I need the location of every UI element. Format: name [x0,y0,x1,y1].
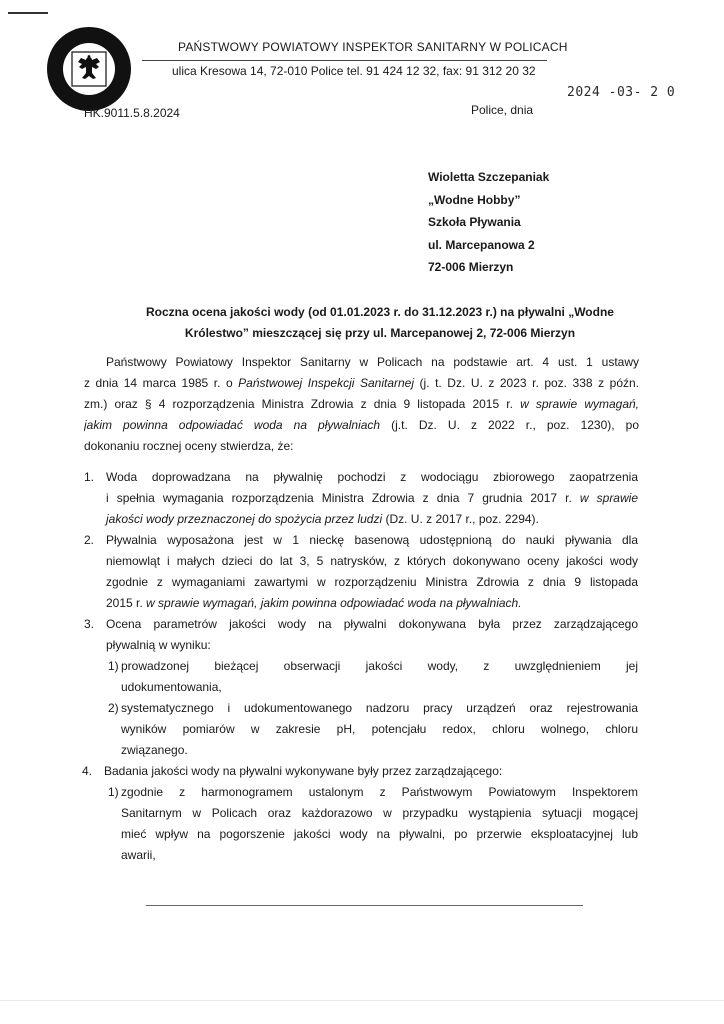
place-date: Police, dnia [471,103,534,117]
intro-line: zm.) oraz § 4 rozporządzenia Ministra Zdrowia z dnia 9 listopada 2015 r. w sprawie wymagań, [84,397,639,411]
item-line: związanego. [121,743,188,757]
recipient-line: ul. Marcepanowa 2 [428,237,535,252]
subject-line: Roczna ocena jakości wody (od 01.01.2023 r. do 31.12.2023 r.) na pływalni „Wodne [146,305,614,319]
item-line: i spełnia wymagania rozporządzenia Ministra Zdrowia z dnia 7 grudnia 2017 r. w sprawie [106,491,638,505]
item-line: jakości wody przeznaczonej do spożycia przez ludzi (Dz. U. z 2017 r., poz. 2294). [106,512,539,526]
eagle-emblem-icon [46,26,132,112]
sub-item-3-2 [108,698,638,761]
recipient-line: 72-006 Mierzyn [428,260,514,274]
footer-divider [146,905,583,906]
item-line: udokumentowania, [121,680,222,694]
list-item-1 [84,467,638,530]
item-line: mieć wpływ na pogorszenie jakości wody na pływalni, po przerwie eksploatacyjnej lub [121,827,638,841]
item-line: Pływalnia wyposażona jest w 1 nieckę basenową udostępnioną do nauki pływania dla [106,533,638,547]
item-line: Ocena parametrów jakości wody na pływalni dokonywana była przez zarządzającego [106,617,638,631]
sub-item-4-1 [108,782,638,866]
item-line: Woda doprowadzana na pływalnię pochodzi z wodociągu zbiorowego zaopatrzenia [106,470,638,484]
item-number: 4. [82,764,93,778]
scan-mark [8,12,48,14]
item-line: pływalnią w wyniku: [106,638,211,652]
org-address: ulica Kresowa 14, 72-010 Police tel. 91 424 12 32, fax: 91 312 20 32 [172,64,536,78]
item-line: zgodnie z wymaganiami zawartymi w rozporządzeniu Ministra Zdrowia z dnia 9 listopada [106,575,638,589]
list-item-3 [84,614,638,656]
recipient-line: Szkoła Pływania [428,215,521,229]
list-item-2 [84,530,638,614]
item-number: 3. [84,617,95,631]
stamp-date: 2024 -03- 2 0 [567,85,676,100]
item-line: wyników pomiarów w zakresie pH, potencjału redox, chloru wolnego, chloru [121,722,638,736]
sub-item-number: 1) [108,785,119,799]
item-line: prowadzonej bieżącej obserwacji jakości wody, z uwzględnieniem jej [121,659,638,673]
item-line: niemowląt i małych dzieci do lat 3, 5 natrysków, z których dokonywano oceny jakości wody [106,554,638,568]
org-name: PAŃSTWOWY POWIATOWY INSPEKTOR SANITARNY W POLICACH [178,40,568,54]
sub-item-3-1 [108,656,638,698]
item-line: Sanitarnym w Policach oraz każdorazowo w przypadku wystąpienia sytuacji mogącej [121,806,638,820]
reference-number: HK.9011.5.8.2024 [84,106,180,120]
recipient-line: Wioletta Szczepaniak [428,170,550,184]
intro-line: dokonaniu rocznej oceny stwierdza, że: [84,439,294,453]
recipient-block [428,166,549,279]
intro-line: z dnia 14 marca 1985 r. o Państwowej Inspekcji Sanitarnej (j. t. Dz. U. z 2023 r. poz. 338 z późn. [84,376,639,390]
sub-item-number: 2) [108,701,119,715]
sub-item-number: 1) [108,659,119,673]
subject-line: Królestwo” mieszczącej się przy ul. Marcepanowej 2, 72-006 Mierzyn [184,326,576,340]
item-line: 2015 r. w sprawie wymagań, jakim powinna odpowiadać woda na pływalniach. [106,596,522,610]
intro-line: jakim powinna odpowiadać woda na pływalniach (j.t. Dz. U. z 2022 r., poz. 1230), po [84,418,639,432]
recipient-line: „Wodne Hobby” [428,192,521,207]
intro-line: Państwowy Powiatowy Inspektor Sanitarny w Policach na podstawie art. 4 ust. 1 ustawy [106,355,639,369]
header-divider [142,60,547,61]
item-line: awarii, [121,848,156,862]
intro-paragraph [84,352,639,457]
item-number: 2. [84,533,95,547]
subject-heading [60,302,700,344]
item-number: 1. [84,470,95,484]
item-line: zgodnie z harmonogramem ustalonym z Państwowym Powiatowym Inspektorem [121,785,638,799]
item-line: systematycznego i udokumentowanego nadzoru pracy urządzeń oraz rejestrowania [121,701,638,715]
item-line: Badania jakości wody na pływalni wykonywane były przez zarządzającego: [104,764,503,778]
list-item-4 [82,761,638,782]
scan-edge [0,1000,724,1001]
